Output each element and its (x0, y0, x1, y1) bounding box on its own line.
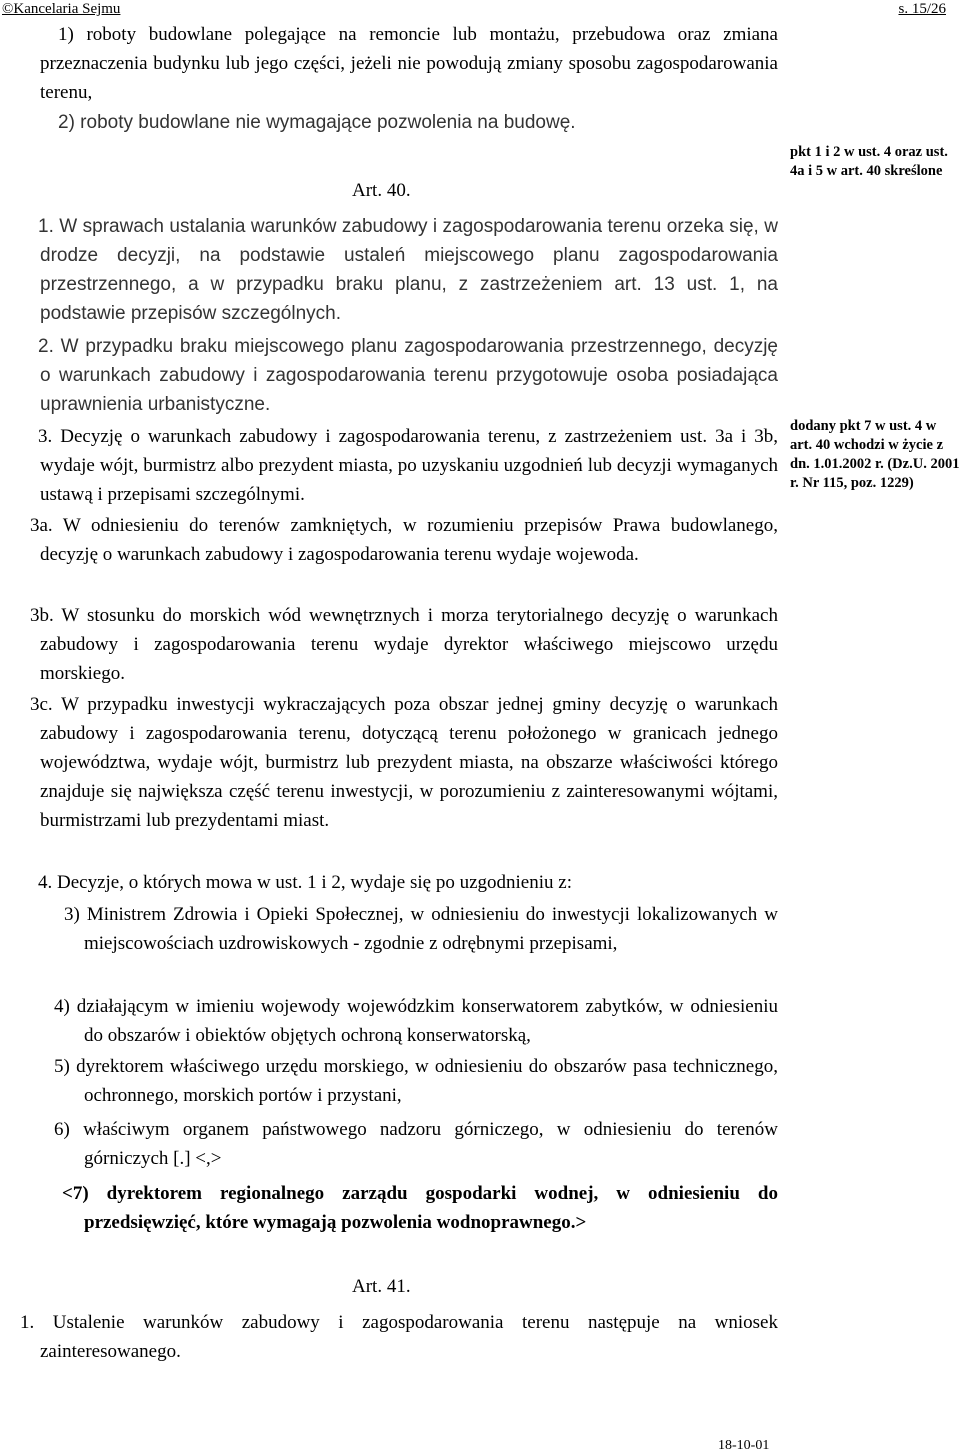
paragraph-top-item-2: 2) roboty budowlane nie wymagające pozwolenia na budowę. (58, 112, 576, 133)
art40-item-3: 3) Ministrem Zdrowia i Opieki Społecznej, w odniesieniu do inwestycji lokalizowanych w miejscowościach uzdrowiskowych - zgodnie z odrębnymi przepisami, (64, 904, 778, 954)
art40-paragraph-3: 3. Decyzję o warunkach zabudowy i zagospodarowania terenu, z zastrzeżeniem ust. 3a i 3b, wydaje wójt, burmistrz albo prezydent miasta, po uzyskaniu uzgodnień lub decyzji wymaganych ustawą i przepisami szczególnymi. (38, 426, 778, 505)
art40-paragraph-3a: 3a. W odniesieniu do terenów zamkniętych, w rozumieniu przepisów Prawa budowlanego, decyzję o warunkach zabudowy i zagospodarowania terenu wydaje wojewoda. (30, 515, 778, 565)
article-40-title: Art. 40. (352, 180, 411, 201)
art41-paragraph-1: 1. Ustalenie warunków zabudowy i zagospodarowania terenu następuje na wniosek zainteresowanego. (20, 1312, 778, 1362)
footer-date: 18-10-01 (718, 1438, 770, 1453)
art40-item-6: 6) właściwym organem państwowego nadzoru górniczego, w odniesieniu do terenów górniczych [.] <,> (54, 1119, 778, 1169)
art40-paragraph-1: 1. W sprawach ustalania warunków zabudowy i zagospodarowania terenu orzeka się, w drodze decyzji, na podstawie ustaleń miejscowego planu zagospodarowania przestrzennego, a w przypadku braku planu, z zastrzeżeniem art. 13 ust. 1, na podstawie przepisów szczególnych. (38, 216, 778, 324)
art40-paragraph-4: 4. Decyzje, o których mowa w ust. 1 i 2, wydaje się po uzgodnieniu z: (38, 872, 572, 893)
paragraph-top-item-1: 1) roboty budowlane polegające na remoncie lub montażu, przebudowa oraz zmiana przeznaczenia budynku lub jego części, jeżeli nie powodują zmiany sposobu zagospodarowania terenu, (40, 24, 778, 103)
art40-paragraph-3b: 3b. W stosunku do morskich wód wewnętrznych i morza terytorialnego decyzję o warunkach zabudowy i zagospodarowania terenu wydaje dyrektor właściwego miejscowo urzędu morskiego. (30, 605, 778, 684)
margin-note-added: dodany pkt 7 w ust. 4 w art. 40 wchodzi w życie z dn. 1.01.2002 r. (Dz.U. 2001 r. Nr 115, poz. 1229) (790, 418, 960, 491)
article-41-title: Art. 41. (352, 1276, 411, 1297)
art40-item-5: 5) dyrektorem właściwego urzędu morskiego, w odniesieniu do obszarów pasa technicznego, ochronnego, morskich portów i przystani, (54, 1056, 778, 1106)
art40-paragraph-2: 2. W przypadku braku miejscowego planu zagospodarowania przestrzennego, decyzję o warunkach zabudowy i zagospodarowania terenu przygotowuje osoba posiadająca uprawnienia urbanistyczne. (38, 336, 778, 415)
header-source: ©Kancelaria Sejmu (2, 1, 121, 17)
page-number: s. 15/26 (898, 1, 946, 17)
art40-paragraph-3c: 3c. W przypadku inwestycji wykraczających poza obszar jednej gminy decyzję o warunkach zabudowy i zagospodarowania terenu, dotyczącą terenu położonego w granicach jednego województwa, wydaje wójt, burmistrz lub prezydent miasta, na obszarze właściwości którego znajduje się największa część terenu inwestycji, w porozumieniu z zainteresowanymi wójtami, burmistrzami lub prezydentami miast. (30, 694, 778, 831)
art40-item-7: <7) dyrektorem regionalnego zarządu gospodarki wodnej, w odniesieniu do przedsięwzięć, które wymagają pozwolenia wodnoprawnego.> (62, 1183, 778, 1233)
art40-item-4: 4) działającym w imieniu wojewody wojewódzkim konserwatorem zabytków, w odniesieniu do obszarów i obiektów objętych ochroną konserwatorską, (54, 996, 778, 1046)
margin-note-deleted: pkt 1 i 2 w ust. 4 oraz ust. 4a i 5 w art. 40 skreślone (790, 144, 948, 179)
